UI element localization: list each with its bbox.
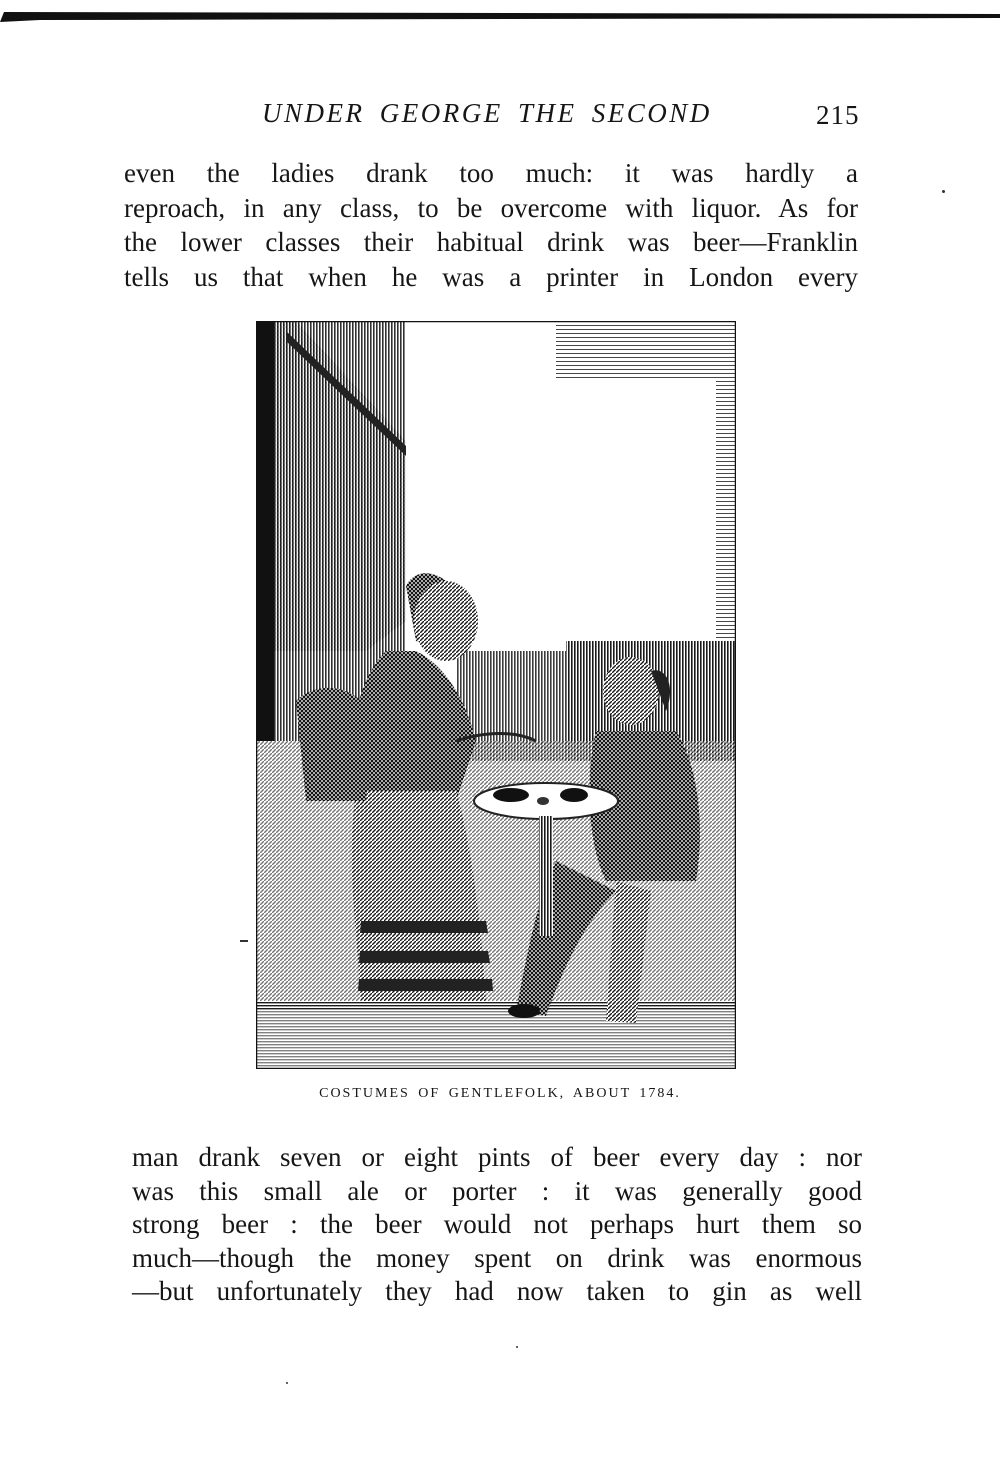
text-line: was this small ale or porter : it was generally good [132,1175,862,1206]
top-border-rule [0,8,1000,24]
text-line: —but unfortunately they had now taken to gin as well [132,1276,862,1306]
print-speck [286,1382,288,1384]
text-line: reproach, in any class, to be overcome with liquor. As for [124,192,858,223]
text-line: much—though the money spent on drink was enormous [132,1242,862,1273]
engraving-illustration [256,321,736,1069]
text-line: strong beer : the beer would not perhaps hurt them so [132,1209,862,1239]
paragraph-bottom [132,1141,862,1309]
print-speck [240,940,248,942]
print-speck [516,1346,518,1348]
illustration-caption: COSTUMES OF GENTLEFOLK, ABOUT 1784. [319,1086,681,1101]
text-line: even the ladies drank too much: it was hardly a [124,158,858,188]
print-speck [942,190,945,193]
page-number: 215 [816,100,860,130]
paragraph-top [124,156,858,294]
text-line: the lower classes their habitual drink was beer—Franklin [124,227,858,257]
text-line: man drank seven or eight pints of beer every day : nor [132,1142,862,1172]
text-line: tells us that when he was a printer in London every [124,261,858,292]
running-head: UNDER GEORGE THE SECOND [262,98,712,128]
